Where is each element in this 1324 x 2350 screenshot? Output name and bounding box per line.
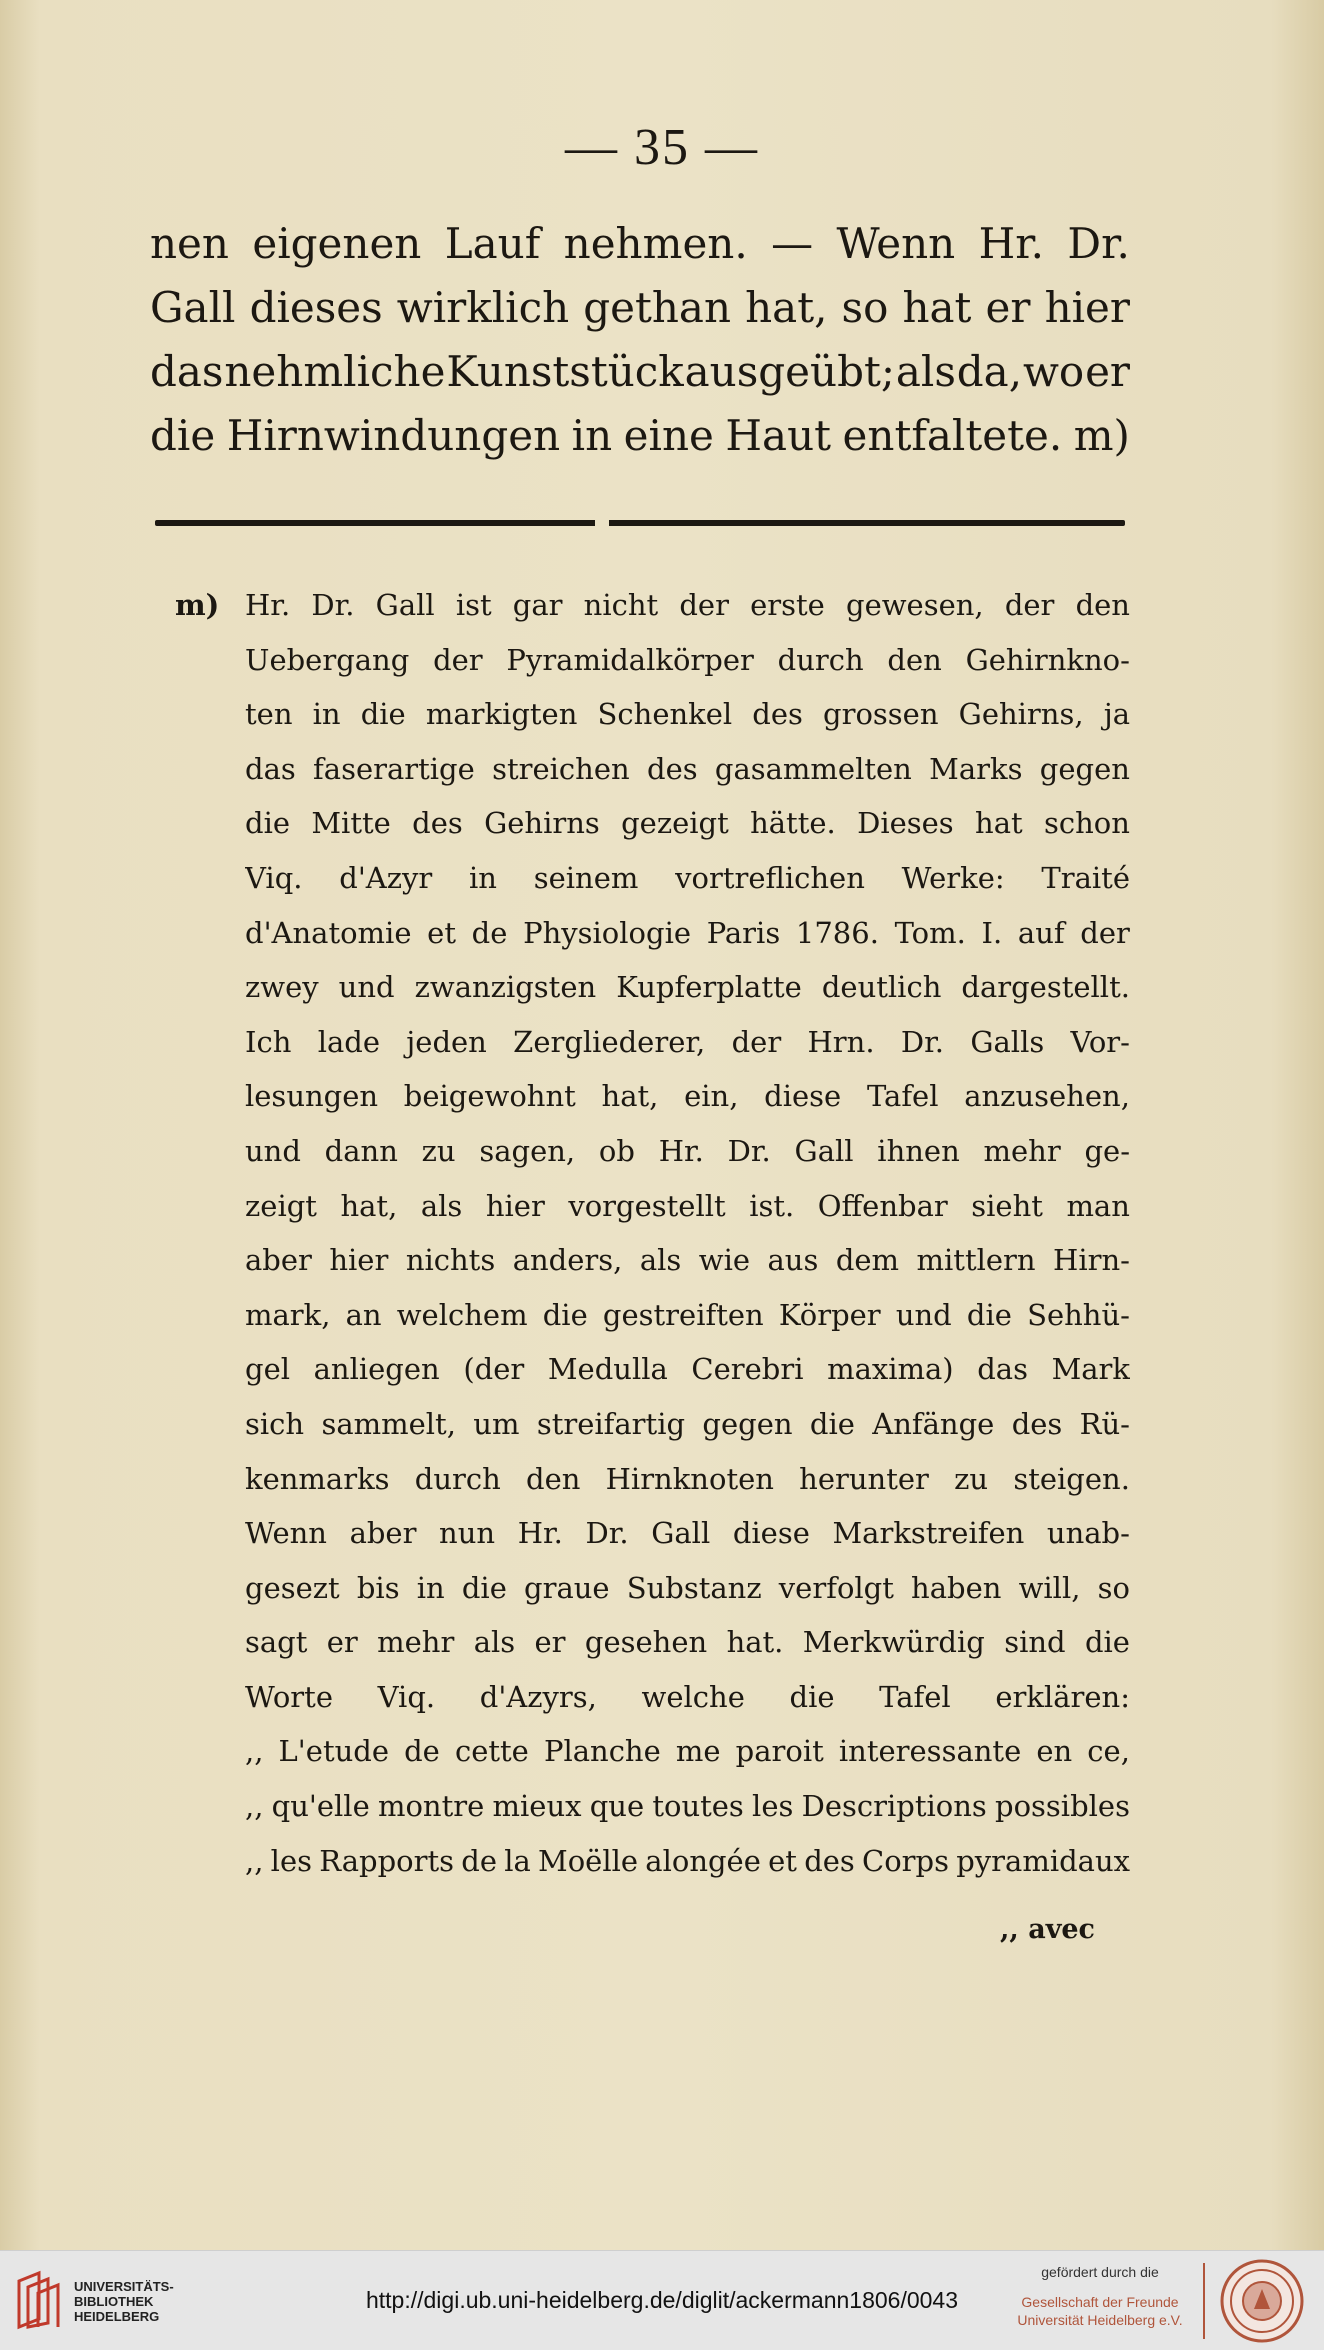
- word: welche: [641, 1679, 745, 1714]
- word: Physiologie: [523, 915, 692, 950]
- word: mieux: [492, 1789, 582, 1824]
- logo-text-line: UNIVERSITÄTS-: [74, 2279, 174, 2294]
- word: me: [675, 1734, 721, 1769]
- word: in: [571, 411, 613, 460]
- word: sagt: [245, 1625, 308, 1660]
- word: Hirnwindungen: [226, 411, 561, 460]
- word: den: [887, 642, 942, 677]
- word: die: [809, 1406, 855, 1441]
- word: unab-: [1046, 1516, 1130, 1551]
- word: faserartige: [313, 751, 475, 786]
- word: (der: [463, 1352, 525, 1387]
- word: und: [338, 970, 395, 1005]
- word: Paris: [706, 915, 781, 950]
- word: hier: [1044, 283, 1130, 332]
- word: zeigt: [245, 1188, 317, 1223]
- word: interessante: [838, 1734, 1022, 1769]
- word: Viq.: [377, 1679, 436, 1714]
- word: gasammelten: [714, 751, 912, 786]
- university-seal-icon: [1220, 2259, 1304, 2343]
- logo-text-line: BIBLIOTHEK: [74, 2294, 154, 2309]
- word: les: [752, 1789, 794, 1824]
- main-text-line: [150, 404, 1130, 468]
- word: Dr.: [727, 1133, 771, 1168]
- word: Gall: [794, 1133, 854, 1168]
- word: ,,: [245, 1789, 264, 1824]
- word: gel: [245, 1352, 291, 1387]
- word: herunter: [799, 1461, 929, 1496]
- word: ihnen: [877, 1133, 960, 1168]
- word: Traité: [1041, 860, 1130, 895]
- word: que: [589, 1789, 645, 1824]
- word: nehmliche: [224, 347, 446, 396]
- word: Worte: [245, 1679, 333, 1714]
- word: ist.: [749, 1188, 795, 1223]
- footnote-line: [245, 1724, 1130, 1779]
- word: nun: [439, 1516, 496, 1551]
- word: gestreiften: [602, 1297, 764, 1332]
- word: Pyramidalkörper: [506, 642, 754, 677]
- word: anzusehen,: [964, 1079, 1130, 1114]
- word: er: [326, 1625, 358, 1660]
- word: Lauf: [444, 219, 541, 268]
- word: hat: [902, 283, 972, 332]
- word: Medulla: [547, 1352, 668, 1387]
- word: welchem: [396, 1297, 528, 1332]
- word: des: [1011, 1406, 1063, 1441]
- word: erklären:: [995, 1679, 1130, 1714]
- word: Corps: [862, 1843, 949, 1878]
- word: streichen: [492, 751, 630, 786]
- word: streifartig: [536, 1406, 686, 1441]
- word: das: [150, 347, 224, 396]
- word: Ich: [245, 1024, 292, 1059]
- word: mehr: [377, 1625, 455, 1660]
- word: als: [473, 1625, 516, 1660]
- word: vorgestellt: [568, 1188, 726, 1223]
- word: da,: [956, 347, 1023, 396]
- footnote-line: [245, 1561, 1130, 1616]
- word: Wenn: [836, 219, 956, 268]
- word: aus: [767, 1243, 819, 1278]
- footnote-line: [245, 1670, 1130, 1725]
- word: sagen,: [479, 1133, 576, 1168]
- word: Planche: [543, 1734, 661, 1769]
- footnote-line: [245, 851, 1130, 906]
- word: gezeigt: [621, 806, 729, 841]
- word: mittlern: [916, 1243, 1036, 1278]
- word: Hr.: [245, 588, 291, 622]
- footnote-marker: m): [175, 588, 220, 622]
- word: aber: [349, 1516, 417, 1551]
- word: d'Azyrs,: [479, 1679, 597, 1714]
- word: et: [768, 1843, 797, 1878]
- footnote-line: [245, 960, 1130, 1015]
- word: aber: [245, 1243, 312, 1278]
- word: so: [1097, 1570, 1130, 1605]
- word: sich: [245, 1406, 305, 1441]
- word: Haut: [725, 411, 832, 460]
- footnote-line: [245, 1179, 1130, 1234]
- word: diese: [732, 1516, 810, 1551]
- section-divider-rule: [155, 520, 1125, 526]
- word: —: [771, 219, 814, 268]
- word: Tafel: [879, 1679, 951, 1714]
- word: hat.: [726, 1625, 784, 1660]
- word: kenmarks: [245, 1461, 390, 1496]
- word: Viq.: [245, 860, 303, 895]
- word: ja: [1103, 697, 1130, 732]
- word: Gall: [150, 283, 236, 332]
- word: Gehirnkno-: [965, 642, 1130, 677]
- word: Hirn-: [1053, 1243, 1130, 1278]
- footnote-line: [245, 796, 1130, 851]
- word: mehr: [983, 1133, 1061, 1168]
- word: I.: [981, 915, 1003, 950]
- word: les: [270, 1843, 312, 1878]
- word: durch: [777, 642, 864, 677]
- word: des: [647, 751, 698, 786]
- word: gegen: [702, 1406, 793, 1441]
- word: zwanzigsten: [414, 970, 597, 1005]
- footnote-line: [245, 633, 1130, 688]
- word: in: [416, 1570, 445, 1605]
- word: grossen: [823, 697, 939, 732]
- word: la: [504, 1843, 531, 1878]
- word: hat,: [745, 283, 828, 332]
- word: zwey: [245, 970, 319, 1005]
- word: ein,: [684, 1079, 739, 1114]
- word: en: [1036, 1734, 1073, 1769]
- word: mark,: [245, 1297, 331, 1332]
- word: um: [473, 1406, 520, 1441]
- footnote-line: [245, 687, 1130, 742]
- word: dann: [324, 1133, 398, 1168]
- word: zu: [421, 1133, 456, 1168]
- word: gegen: [1039, 751, 1130, 786]
- word: schon: [1043, 806, 1130, 841]
- word: steigen.: [1013, 1461, 1130, 1496]
- word: er: [1085, 347, 1130, 396]
- word: Dr.: [585, 1516, 629, 1551]
- word: dargestellt.: [961, 970, 1130, 1005]
- word: lesungen: [245, 1079, 379, 1114]
- word: als: [895, 347, 956, 396]
- word: nehmen.: [563, 219, 748, 268]
- word: sammelt,: [321, 1406, 456, 1441]
- word: Substanz: [626, 1570, 762, 1605]
- word: de: [471, 915, 508, 950]
- word: Galls: [970, 1024, 1045, 1059]
- word: Tom.: [894, 915, 966, 950]
- word: Kupferplatte: [616, 970, 802, 1005]
- word: Gehirns,: [958, 697, 1084, 732]
- word: Werke:: [901, 860, 1005, 895]
- word: Anfänge: [872, 1406, 995, 1441]
- word: ist: [455, 588, 492, 622]
- word: Vor-: [1070, 1024, 1130, 1059]
- word: Dr.: [311, 588, 355, 622]
- word: gar: [512, 588, 563, 622]
- word: als: [639, 1243, 682, 1278]
- footnote-line: [245, 1342, 1130, 1397]
- word: de: [404, 1734, 440, 1769]
- word: wo: [1022, 347, 1085, 396]
- footnote-line: [245, 1615, 1130, 1670]
- word: die: [966, 1297, 1012, 1332]
- footnote-line: [245, 1288, 1130, 1343]
- word: die: [542, 1297, 588, 1332]
- word: gewesen,: [846, 588, 984, 622]
- word: Descriptions: [801, 1789, 987, 1824]
- word: graue: [524, 1570, 610, 1605]
- word: hat,: [601, 1079, 659, 1114]
- word: gesezt: [245, 1570, 340, 1605]
- word: ten: [245, 697, 293, 732]
- word: paroit: [735, 1734, 824, 1769]
- word: man: [1066, 1188, 1130, 1223]
- word: ce,: [1087, 1734, 1130, 1769]
- footnote-line: [245, 1069, 1130, 1124]
- word: possibles: [995, 1789, 1130, 1824]
- word: das: [245, 751, 296, 786]
- word: sind: [1004, 1625, 1066, 1660]
- word: ,,: [245, 1843, 264, 1878]
- word: des: [412, 806, 463, 841]
- word: Schenkel: [597, 697, 733, 732]
- word: eine: [623, 411, 714, 460]
- word: nicht: [583, 588, 659, 622]
- word: Markstreifen: [832, 1516, 1025, 1551]
- word: hier: [485, 1188, 545, 1223]
- word: anders,: [512, 1243, 623, 1278]
- word: Cerebri: [691, 1352, 804, 1387]
- word: zu: [954, 1461, 989, 1496]
- word: cette: [454, 1734, 529, 1769]
- word: Uebergang: [245, 642, 410, 677]
- word: toutes: [652, 1789, 744, 1824]
- word: entfaltete.: [842, 411, 1063, 460]
- word: der: [679, 588, 729, 622]
- word: m): [1073, 411, 1130, 460]
- word: ge-: [1084, 1133, 1130, 1168]
- viewer-footer: [0, 2250, 1324, 2350]
- word: gesehen: [584, 1625, 708, 1660]
- word: das: [977, 1352, 1028, 1387]
- word: wirklich: [396, 283, 570, 332]
- word: die: [360, 697, 406, 732]
- word: L'etude: [278, 1734, 389, 1769]
- word: die: [789, 1679, 835, 1714]
- word: des: [804, 1843, 855, 1878]
- word: die: [150, 411, 216, 460]
- word: markigten: [425, 697, 578, 732]
- word: gethan: [583, 283, 732, 332]
- word: eigenen: [252, 219, 422, 268]
- sponsor-name: Universität Heidelberg e.V.: [1017, 2312, 1183, 2328]
- word: in: [469, 860, 497, 895]
- word: d'Anatomie: [245, 915, 412, 950]
- page-number: — 35 —: [565, 119, 759, 176]
- word: der: [1080, 915, 1130, 950]
- word: deutlich: [821, 970, 942, 1005]
- word: hätte.: [750, 806, 836, 841]
- word: Hrn.: [807, 1024, 875, 1059]
- word: Rü-: [1079, 1406, 1130, 1441]
- footnote-line: [245, 1506, 1130, 1561]
- word: Gall: [375, 588, 435, 622]
- word: Hr.: [978, 219, 1045, 268]
- word: wie: [698, 1243, 751, 1278]
- word: durch: [414, 1461, 501, 1496]
- catchword: ,, avec: [1000, 1914, 1096, 1945]
- word: Moëlle: [538, 1843, 639, 1878]
- word: ,,: [245, 1734, 264, 1769]
- word: dieses: [249, 283, 383, 332]
- word: pyramidaux: [956, 1843, 1130, 1878]
- word: Zergliederer,: [513, 1024, 706, 1059]
- word: Dieses: [857, 806, 954, 841]
- word: ausgeübt;: [684, 347, 895, 396]
- word: hier: [329, 1243, 389, 1278]
- word: Kunststück: [446, 347, 684, 396]
- word: 1786.: [795, 915, 879, 950]
- word: erste: [750, 588, 825, 622]
- word: des: [752, 697, 803, 732]
- word: seinem: [533, 860, 639, 895]
- footnote-line: [245, 1233, 1130, 1288]
- footnote-body: [245, 578, 1130, 1888]
- footnote-line: [245, 578, 1130, 633]
- word: hat: [975, 806, 1023, 841]
- word: die: [245, 806, 291, 841]
- word: diese: [764, 1079, 842, 1114]
- word: nichts: [405, 1243, 496, 1278]
- word: so: [841, 283, 889, 332]
- footnote-line: [245, 1834, 1130, 1889]
- word: Mark: [1051, 1352, 1130, 1387]
- word: den: [1075, 588, 1130, 622]
- word: ob: [598, 1133, 635, 1168]
- word: in: [312, 697, 341, 732]
- word: und: [895, 1297, 952, 1332]
- word: maxima): [827, 1352, 954, 1387]
- footnote-line: [245, 1124, 1130, 1179]
- word: die: [461, 1570, 507, 1605]
- logo-text-line: HEIDELBERG: [74, 2309, 160, 2324]
- word: haben: [911, 1570, 1002, 1605]
- word: Dr.: [900, 1024, 945, 1059]
- word: Marks: [929, 751, 1023, 786]
- footnote-line: [245, 1452, 1130, 1507]
- word: Hirnknoten: [605, 1461, 774, 1496]
- word: sieht: [971, 1188, 1043, 1223]
- word: Dr.: [1067, 219, 1130, 268]
- word: Gall: [651, 1516, 711, 1551]
- word: montre: [377, 1789, 485, 1824]
- word: Rapports: [319, 1843, 455, 1878]
- word: der: [1004, 588, 1055, 622]
- word: als: [420, 1188, 463, 1223]
- word: den: [526, 1461, 581, 1496]
- sponsor-name: Gesellschaft der Freunde: [1021, 2294, 1179, 2310]
- word: nen: [150, 219, 229, 268]
- word: auf: [1017, 915, 1065, 950]
- word: und: [245, 1133, 301, 1168]
- word: Mitte: [311, 806, 391, 841]
- sponsor-block: [1005, 2263, 1195, 2329]
- footnote-line: [245, 906, 1130, 961]
- main-text-line: [150, 340, 1130, 404]
- word: hat,: [340, 1188, 398, 1223]
- word: d'Azyr: [339, 860, 433, 895]
- word: er: [534, 1625, 566, 1660]
- word: Hr.: [658, 1133, 704, 1168]
- word: anliegen: [313, 1352, 440, 1387]
- footnote-line: [245, 1015, 1130, 1070]
- word: die: [1084, 1625, 1130, 1660]
- word: qu'elle: [271, 1789, 370, 1824]
- main-text-line: [150, 212, 1130, 276]
- main-text-line: [150, 276, 1130, 340]
- footnote-line: [245, 1397, 1130, 1452]
- word: et: [427, 915, 456, 950]
- word: Gehirns: [484, 806, 600, 841]
- word: Wenn: [245, 1516, 327, 1551]
- word: beigewohnt: [403, 1079, 576, 1114]
- word: der: [433, 642, 483, 677]
- word: er: [985, 283, 1031, 332]
- word: vortreflichen: [675, 860, 865, 895]
- word: de: [461, 1843, 497, 1878]
- footnote-line: [245, 1779, 1130, 1834]
- word: der: [731, 1024, 782, 1059]
- word: dem: [835, 1243, 900, 1278]
- permalink-url[interactable]: http://digi.ub.uni-heidelberg.de/diglit/ackermann1806/0043: [365, 2287, 959, 2313]
- word: will,: [1018, 1570, 1081, 1605]
- word: jeden: [406, 1024, 487, 1059]
- word: verfolgt: [778, 1570, 894, 1605]
- word: Sehhü-: [1027, 1297, 1130, 1332]
- main-text-block: [150, 212, 1130, 468]
- word: Hr.: [517, 1516, 563, 1551]
- footnote-line: [245, 742, 1130, 797]
- word: an: [345, 1297, 382, 1332]
- word: Offenbar: [817, 1188, 948, 1223]
- word: Tafel: [866, 1079, 939, 1114]
- word: lade: [317, 1024, 380, 1059]
- word: bis: [356, 1570, 400, 1605]
- word: Merkwürdig: [802, 1625, 985, 1660]
- word: Körper: [778, 1297, 881, 1332]
- sponsor-label: gefördert durch die: [1041, 2264, 1159, 2280]
- sponsor-divider: [1203, 2263, 1205, 2339]
- word: alongée: [645, 1843, 761, 1878]
